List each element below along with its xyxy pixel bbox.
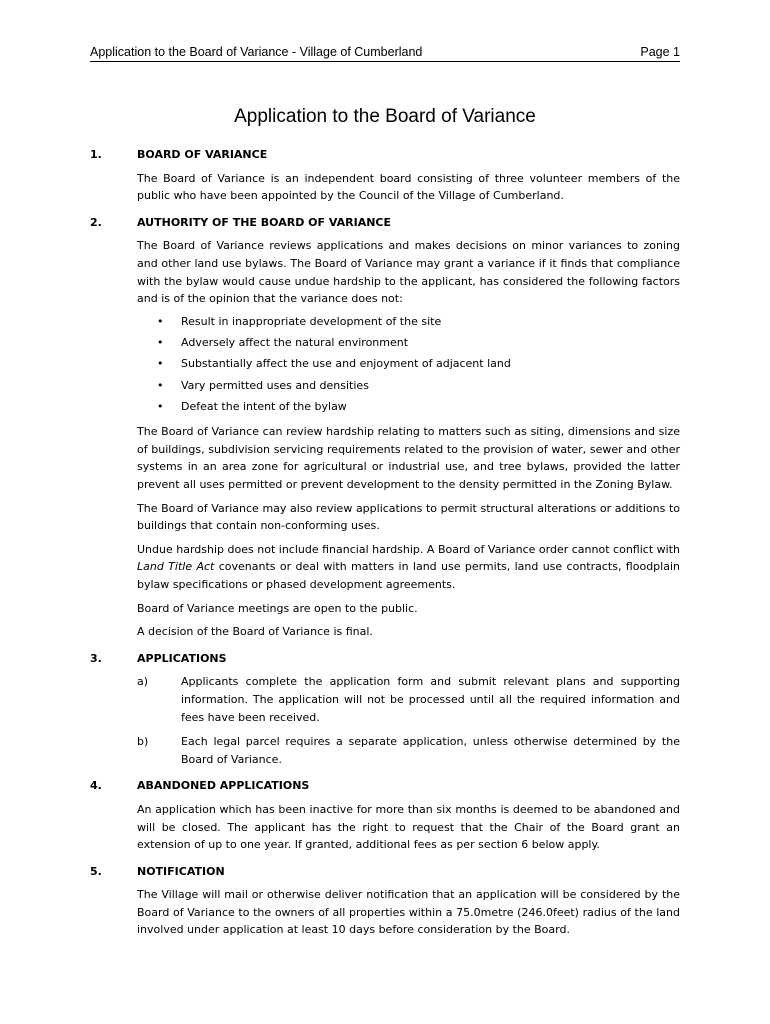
paragraph-text: covenants or deal with matters in land use permits, land use contracts, floodplain bylaw specifications or phased development agreements. bbox=[137, 560, 680, 591]
section-authority bbox=[90, 214, 680, 641]
list-item-text: Result in inappropriate development of the site bbox=[181, 314, 442, 328]
bullet-icon: • bbox=[157, 399, 164, 413]
section-paragraph: The Board of Variance can review hardship relating to matters such as siting, dimensions and size of buildings, subdivision servicing requirements related to the provision of water, sewer and other systems in an area zone for agricultural or industrial use, and tree bylaws, provided the latter prevent all uses permitted or prevent development to the density permitted in the Zoning Bylaw. bbox=[137, 425, 680, 492]
section-paragraph: The Board of Variance is an independent board consisting of three volunteer members of the public who have been appointed by the Council of the Village of Cumberland. bbox=[137, 171, 680, 203]
section-paragraph: The Village will mail or otherwise deliver notification that an application will be considered by the Board of Variance to the owners of all properties within a 75.0metre (246.0feet) radius of the land involved under application at least 10 days before consideration by the Board. bbox=[137, 888, 680, 937]
page-header bbox=[90, 44, 680, 62]
section-paragraph: A decision of the Board of Variance is final. bbox=[137, 625, 373, 639]
header-document-title: Application to the Board of Variance - Village of Cumberland bbox=[90, 45, 423, 59]
section-title: APPLICATIONS bbox=[137, 651, 227, 665]
section-board-of-variance bbox=[90, 146, 680, 205]
bullet-icon: • bbox=[157, 357, 164, 371]
section-paragraph: The Board of Variance reviews applications and makes decisions on minor variances to zoning and other land use bylaws. The Board of Variance may grant a variance if it finds that compliance with the bylaw would cause undue hardship to the applicant, has considered the following factors and is of the opinion that the variance does not: bbox=[137, 239, 680, 306]
list-item bbox=[137, 375, 680, 396]
list-item-text: Substantially affect the use and enjoyment of adjacent land bbox=[181, 357, 511, 371]
section-title: AUTHORITY OF THE BOARD OF VARIANCE bbox=[137, 215, 392, 229]
section-paragraph bbox=[137, 541, 680, 594]
section-applications bbox=[90, 650, 680, 769]
list-item bbox=[137, 353, 680, 374]
list-item-text: Vary permitted uses and densities bbox=[181, 378, 369, 392]
list-item bbox=[137, 733, 680, 768]
bullet-icon: • bbox=[157, 336, 164, 350]
header-page-number: Page 1 bbox=[640, 45, 680, 59]
document-title: Application to the Board of Variance bbox=[234, 106, 536, 127]
section-heading bbox=[90, 650, 680, 668]
section-heading bbox=[90, 777, 680, 795]
section-abandoned-applications bbox=[90, 777, 680, 853]
section-paragraph: The Board of Variance may also review applications to permit structural alterations or additions to buildings that contain non-conforming uses. bbox=[137, 501, 680, 533]
list-item bbox=[137, 396, 680, 417]
section-heading bbox=[90, 863, 680, 881]
section-title: BOARD OF VARIANCE bbox=[137, 148, 268, 161]
act-name: Land Title Act bbox=[137, 560, 215, 574]
paragraph-text: Undue hardship does not include financial hardship. A Board of Variance order cannot conflict with bbox=[137, 542, 680, 556]
section-number: 4. bbox=[90, 779, 102, 793]
list-item-text: Adversely affect the natural environment bbox=[181, 336, 409, 350]
document-body bbox=[90, 146, 680, 948]
list-item bbox=[137, 332, 680, 353]
list-item-text: Defeat the intent of the bylaw bbox=[181, 399, 347, 413]
section-title: ABANDONED APPLICATIONS bbox=[137, 779, 310, 793]
factor-list bbox=[137, 311, 680, 417]
list-item bbox=[137, 311, 680, 332]
bullet-icon: • bbox=[157, 378, 164, 392]
section-number: 5. bbox=[90, 864, 102, 878]
item-label: a) bbox=[137, 675, 149, 689]
section-notification bbox=[90, 863, 680, 939]
item-label: b) bbox=[137, 735, 149, 749]
section-number: 1. bbox=[90, 148, 102, 161]
item-text: Applicants complete the application form and submit relevant plans and supporting information. The application will not be processed until all the required information and fees have been received. bbox=[181, 675, 680, 724]
item-text: Each legal parcel requires a separate application, unless otherwise determined by the Board of Variance. bbox=[181, 735, 680, 766]
list-item bbox=[137, 673, 680, 726]
section-heading bbox=[90, 146, 680, 164]
section-title: NOTIFICATION bbox=[137, 864, 225, 878]
section-paragraph: An application which has been inactive for more than six months is deemed to be abandoned and will be closed. The applicant has the right to request that the Chair of the Board grant an extension of up to one year. If granted, additional fees as per section 6 below apply. bbox=[137, 802, 680, 852]
section-number: 2. bbox=[90, 215, 102, 229]
section-number: 3. bbox=[90, 651, 102, 665]
section-paragraph: Board of Variance meetings are open to the public. bbox=[137, 601, 418, 615]
bullet-icon: • bbox=[157, 314, 164, 328]
section-heading bbox=[90, 214, 680, 232]
